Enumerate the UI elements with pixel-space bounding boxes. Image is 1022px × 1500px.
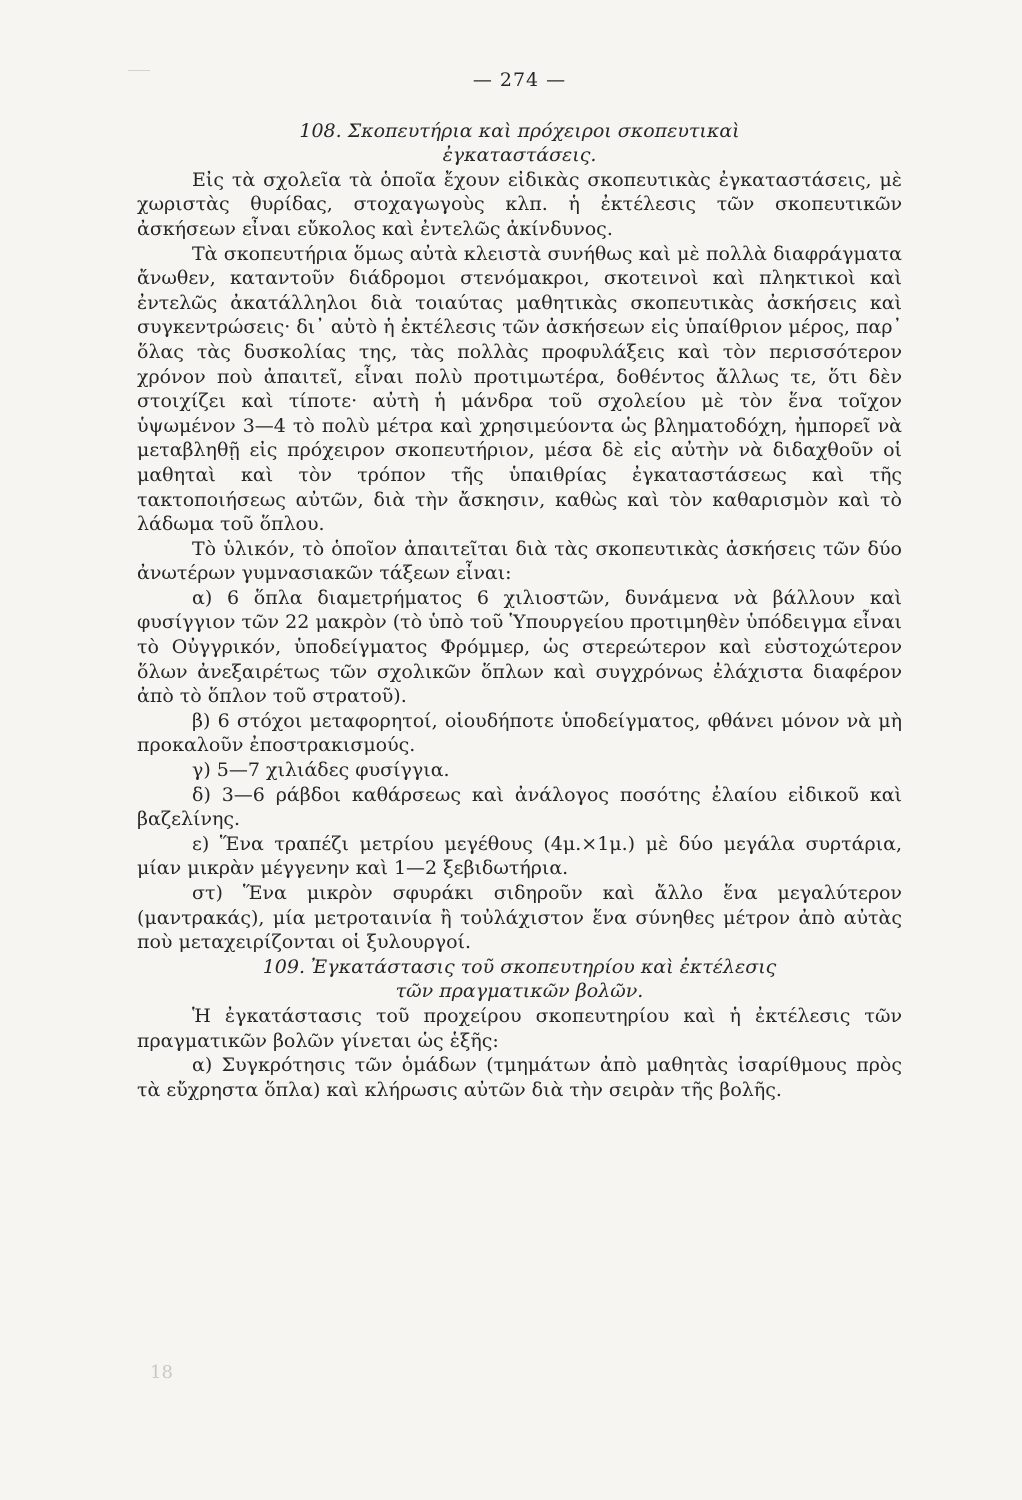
- list-item-alpha: α) 6 ὅπλα διαμετρήματος 6 χιλιοστῶν, δυνάμενα νὰ βάλλουν καὶ φυσίγγιον τῶν 22 μακρὸν (τὸ ὑπὸ τοῦ Ὑπουργείου προτιμηθὲν ὑπόδειγμα εἶναι τὸ Οὐγγρικόν, ὑποδείγματος Φρόμμερ, ὡς στερεώτερον καὶ εὐστοχώτερον ὅλων ἀνεξαιρέτως τῶν σχολικῶν ὅπλων καὶ συγχρόνως ἐλάχιστα διαφέρον ἀπὸ τὸ ὅπλον τοῦ στρατοῦ).: [137, 586, 902, 708]
- section-108-paragraph-1: Εἰς τὰ σχολεῖα τὰ ὁποῖα ἔχουν εἰδικὰς σκοπευτικὰς ἐγκαταστάσεις, μὲ χωριστὰς θυρίδας, στοχαγωγοὺς κλπ. ἡ ἐκτέλεσις τῶν σκοπευτικῶν ἀσκήσεων εἶναι εὔκολος καὶ ἐντελῶς ἀκίνδυνος.: [137, 168, 902, 240]
- section-108-title-line1: 108. Σκοπευτήρια καὶ πρόχειροι σκοπευτικαὶ: [299, 119, 740, 142]
- list-item-stigma: στ) Ἕνα μικρὸν σφυράκι σιδηροῦν καὶ ἄλλο ἕνα μεγαλύτερον (μαντρακάς), μία μετροταινία ἢ τοὐλάχιστον ἕνα σύνηθες μέτρον ἀπὸ αὐτὰς ποὺ μεταχειρίζονται οἱ ξυλουργοί.: [137, 882, 902, 954]
- section-109-paragraph-1: Ἡ ἐγκατάστασις τοῦ προχείρου σκοπευτηρίου καὶ ἡ ἐκτέλεσις τῶν πραγματικῶν βολῶν γίνεται ὡς ἑξῆς:: [137, 1004, 902, 1052]
- list-item-epsilon: ε) Ἕνα τραπέζι μετρίου μεγέθους (4μ.×1μ.) μὲ δύο μεγάλα συρτάρια, μίαν μικρὰν μέγγενην καὶ 1—2 ξεβιδωτήρια.: [137, 832, 902, 880]
- list-item-beta: β) 6 στόχοι μεταφορητοί, οἱουδήποτε ὑποδείγματος, φθάνει μόνον νὰ μὴ προκαλοῦν ἐποστρακισμούς.: [137, 709, 902, 757]
- bleed-through-mark: 18: [150, 1362, 173, 1383]
- section-109-list-item-alpha: α) Συγκρότησις τῶν ὁμάδων (τμημάτων ἀπὸ μαθητὰς ἰσαρίθμους πρὸς τὰ εὔχρηστα ὅπλα) καὶ κλήρωσις αὐτῶν διὰ τὴν σειρὰν τῆς βολῆς.: [137, 1054, 902, 1101]
- scan-artifact: [128, 70, 150, 71]
- section-109-title-line2: τῶν πραγματικῶν βολῶν.: [395, 980, 644, 1003]
- section-109-title-line1: 109. Ἐγκατάστασις τοῦ σκοπευτηρίου καὶ ἐκτέλεσις: [262, 955, 777, 978]
- section-108: [137, 119, 902, 955]
- page-number: — 274 —: [472, 69, 567, 91]
- section-108-paragraph-3: Τὸ ὑλικόν, τὸ ὁποῖον ἀπαιτεῖται διὰ τὰς σκοπευτικὰς ἀσκήσεις τῶν δύο ἀνωτέρων γυμνασιακῶν τάξεων εἶναι:: [137, 537, 902, 585]
- list-item-gamma: γ) 5—7 χιλιάδες φυσίγγια.: [192, 759, 450, 782]
- list-item-delta: δ) 3—6 ράβδοι καθάρσεως καὶ ἀνάλογος ποσότης ἐλαίου εἰδικοῦ καὶ βαζελίνης.: [137, 783, 902, 831]
- section-109: [137, 955, 902, 1103]
- section-108-title-line2: ἐγκαταστάσεις.: [442, 144, 597, 167]
- section-108-paragraph-2: Τὰ σκοπευτήρια ὅμως αὐτὰ κλειστὰ συνήθως καὶ μὲ πολλὰ διαφράγματα ἄνωθεν, καταντοῦν διάδρομοι στενόμακροι, σκοτεινοὶ καὶ πληκτικοὶ καὶ ἐντελῶς ἀκατάλληλοι διὰ τοιαύτας μαθητικὰς σκοπευτικὰς ἀσκήσεις καὶ συγκεντρώσεις· δι᾽ αὐτὸ ἡ ἐκτέλεσις τῶν ἀσκήσεων εἰς ὑπαίθριον μέρος, παρ᾽ ὅλας τὰς δυσκολίας της, τὰς πολλὰς προφυλάξεις καὶ τὸν περισσότερον χρόνον ποὺ ἀπαιτεῖ, εἶναι πολὺ προτιμωτέρα, δοθέντος ἄλλως τε, ὅτι δὲν στοιχίζει καὶ τίποτε· αὐτὴ ἡ μάνδρα τοῦ σχολείου μὲ τὸν ἕνα τοῖχον ὑψωμένον 3—4 τὸ πολὺ μέτρα καὶ χρησιμεύοντα ὡς βληματοδόχη, ἠμπορεῖ νὰ μεταβληθῇ εἰς πρόχειρον σκοπευτήριον, μέσα δὲ εἰς αὐτὴν νὰ διδαχθοῦν οἱ μαθηταὶ καὶ τὸν τρόπον τῆς ὑπαιθρίας ἐγκαταστάσεως καὶ τῆς τακτοποιήσεως αὐτῶν, διὰ τὴν ἄσκησιν, καθὼς καὶ τὸν καθαρισμὸν καὶ τὸ λάδωμα τοῦ ὅπλου.: [137, 242, 902, 536]
